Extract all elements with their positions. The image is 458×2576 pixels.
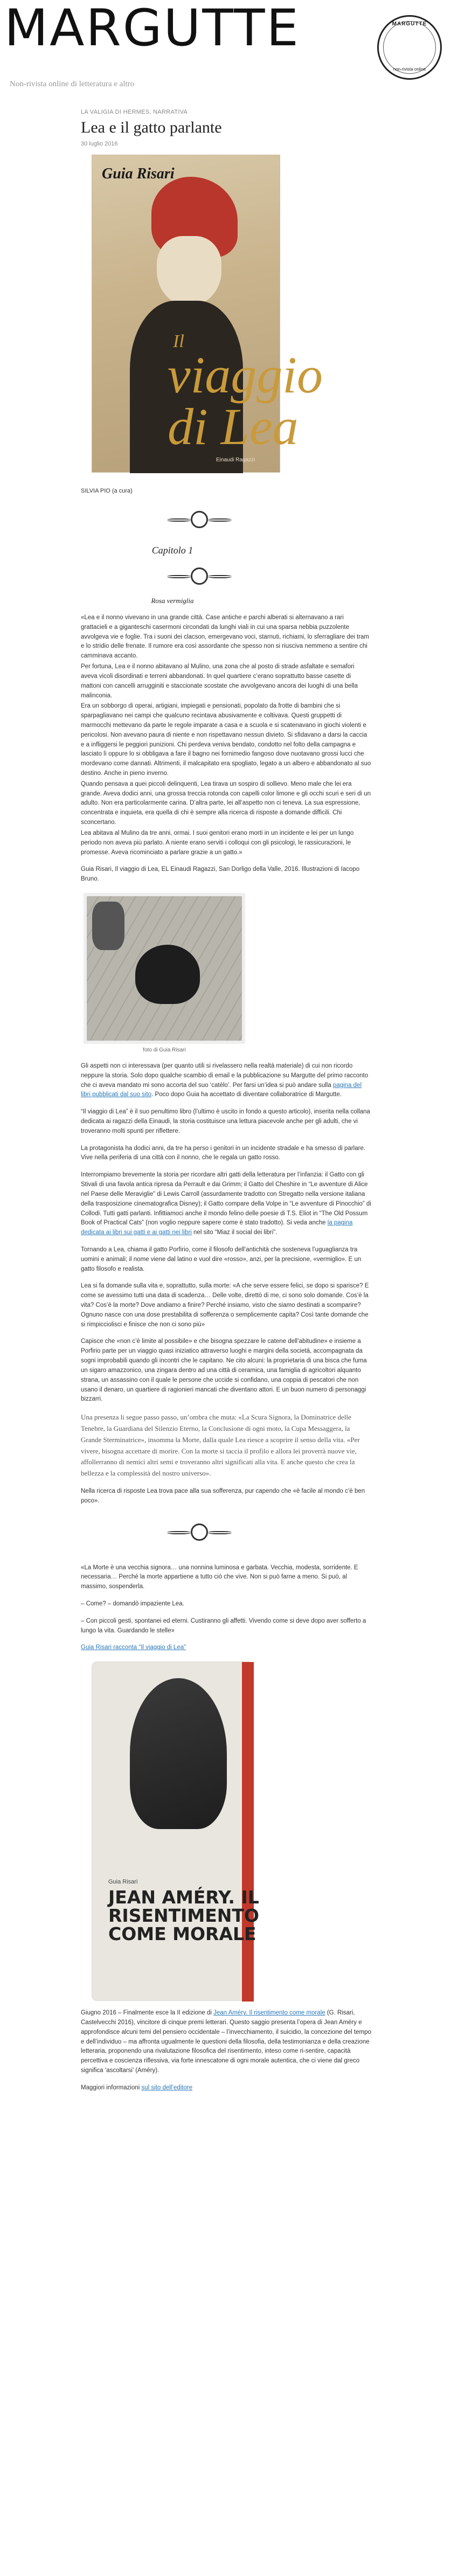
cat-photo xyxy=(84,893,245,1044)
post-date: 30 luglio 2016 xyxy=(81,140,118,147)
ornament-right xyxy=(208,518,232,522)
ornament-left xyxy=(167,1531,191,1534)
post-title: Lea e il gatto parlante xyxy=(81,118,222,136)
ornament-center xyxy=(191,1524,208,1541)
ornament-right xyxy=(208,575,232,578)
quote-paragraph: – Con piccoli gesti, spontanei ed eterni. Custiranno gli affetti. Vivendo come si deve dopo aver sofferto a lungo la vita. Guardando le stelle» xyxy=(81,1617,366,1634)
cover2-author: Guia Risari xyxy=(108,1879,138,1886)
excerpt-paragraph: Lea abitava al Mulino da tre anni, ormai. I suoi genitori erano morti in un incidente e lei per un lungo periodo non aveva più parlato. A niente erano serviti i colloqui con gli psicologi, le rassicurazioni, le promesse. Aveva ricominciato a parlare grazie a un gatto.» xyxy=(81,829,354,856)
article-paragraph xyxy=(81,1643,372,1653)
article-paragraph: Tornando a Lea, chiama il gatto Porfirio, come il filosofo dell’antichità che sosteneva l’uguaglianza tra uomini e animali; il nome viene dal latino e vuol dire «rosso», anzi, per la precisione, «vermiglio». E un gatto filosofo e realista. xyxy=(81,1246,362,1272)
cat-books-link[interactable]: la pagina dedicata ai libri sui gatti e ai gatti nei libri xyxy=(81,1220,353,1236)
stamp-title: MARGUTTE xyxy=(392,21,427,27)
article-paragraph xyxy=(81,2083,372,2093)
stamp-subtitle: non-rivista online xyxy=(393,67,426,72)
cover-publisher: Einaudi Ragazzi xyxy=(216,457,255,463)
article-paragraph: Nella ricerca di risposte Lea trova pace alla sua sofferenza, pur capendo che «è facile al mondo c’è ben poco». xyxy=(81,1487,365,1504)
ornament-icon xyxy=(167,562,232,592)
article xyxy=(81,108,372,2093)
article-paragraph-large: Una presenza li segue passo passo, un’ombra che muta: «La Scura Signora, la Dominatrice delle Tenebre, la Guardiana del Silenzio Eterno, la Conclusione di ogni moto, la Cupa Messaggera, la Grande Sterminatrice», insomma la Morte, dalla quale Lea riesce a scoprire il senso della vita. «Per vivere, bisogna accettare di morire. Con la morte si taccia il profilo e allora lei proverrà nuove vie, affollerranno di nemici altri semi e troveranno altri significati alla vita. E anche questo che crea la bellezza e la complessità del nostro universo». xyxy=(81,1413,360,1478)
cover-red-spine xyxy=(242,1662,254,2002)
article-paragraph: La protagonista ha dodici anni, da tre ha perso i genitori in un incidente stradale e ha smesso di parlare. Vive nella periferia di una città con il nonno, che le regala un gatto rosso. xyxy=(81,1145,366,1161)
ornament-icon xyxy=(167,1518,232,1556)
amery-book-link[interactable]: Jean Améry. Il risentimento come morale xyxy=(213,2010,325,2017)
chapter-subtitle: Rosa vermiglia xyxy=(151,596,194,605)
article-paragraph xyxy=(81,1171,372,1238)
excerpt-paragraph: «Lea e il nonno vivevano in una grande città. Case antiche e parchi alberati si alternavano a rari grattacieli e a giganteschi casermoni circondati da lunghi viali in cui una sparsa nebbia puzzolente avvolgeva vie e foglie. Tra i suoni dei clacson, emergevano voci, starnuti, richiami, lo sferragliare dei tram e lo stridio delle frenate. Il rumore era così assordante che spesso non si riusciva nemmeno a sentire chi camminava accanto. xyxy=(81,614,369,660)
cover-title-a: Il xyxy=(173,331,184,351)
excerpt-paragraph: Quando pensava a quei piccoli delinquenti, Lea tirava un sospiro di sollievo. Meno male che lei era grande. Aveva dodici anni, una grossa treccia rotonda con capelli color limone e gli occhi scuri e seri di un adulto. Non era particolarmente carina. D’altra parte, lei all’aspetto non ci teneva. La sua espressione, concentrata e inquieta, era quella di chi è sempre alla ricerca di risposte a domande difficili. Chi sconcertano. xyxy=(81,780,371,826)
text-run: Interrompiamo brevemente la storia per ricordare altri gatti della letteratura per l’infanzia: il Gatto con gli Stivali di una favola antica ripresa da Perrault e dai Grimm; il Gatto del Cheshire in “Le avventure di Alice nel Paese delle Meraviglie” di Lewis Carroll (assurdamente tradotto con Stregatto nella versione italiana della trasposizione cinematografica Disney); il Gatto compare della Volpe in “Le avventure di Pinocchio” di Collodi. Tutti gatti parlanti. Infittiamoci anche il mondo felino delle poesie di T.S. Eliot in “The Old Possum Book of Practical Cats” (non voglio neppure sapere come è stato tradotto). Si veda anche xyxy=(81,1172,371,1227)
book-credit: Guia Risari, Il viaggio di Lea, EL Einaudi Ragazzi, San Dorligo della Valle, 2016. Illustrazioni di Iacopo Bruno. xyxy=(81,866,360,883)
article-paragraph: Capisce che «non c’è limite al possibile» e che bisogna spezzare le catene dell’abitudine» e insieme a Porfirio parte per un viaggio quasi iniziatico attraverso luoghi e margini della società, accompagnata da sogni improbabili quando gli incontri che le capitano. Ne cito alcuni: la proprietaria di una bisca che fuma un sigaro amazzonico, una zingara dentro ad una città di ceramica, una famiglia di agricoltori alquanto strana, un assassino con il quale le persone che uccide si confidano, una coppia di pescatori che non usano il denaro, un quartiere di ragionieri mancati che diventano attori. E un buon numero di personaggi bizzarri. xyxy=(81,1338,367,1403)
cover2-title: JEAN AMÉRY. IL RISENTIMENTO COME MORALE xyxy=(108,1887,259,1944)
cover-portrait xyxy=(130,1678,227,1829)
photo-caption: foto di Guia Risari xyxy=(143,1047,186,1053)
text-run: (G. Risari, Castelvecchi 2016), vincitore di cinque premi letterari. Questo saggio presenta l’opera di Jean Améry e approfondisce alcuni temi del pensiero occidentale – l’invecchiamento, il suicidio, la concezione del tempo e dell’individuo – ma affronta ugualmente le questioni della filosofia, della testimonianza e della creazione letteraria, proponendo una rivalutazione filosofica del risentimento, inteso come ri-sentire, capacità percettiva e coscienza riflessiva, via forte innescatone di ogni morale autentica, che ci viene dal greco significa ‘ascoltarsi’ (Améry). xyxy=(81,2010,371,2074)
ornament-center xyxy=(191,567,208,585)
lea-video-link[interactable]: Guia Risari racconta “Il viaggio di Lea” xyxy=(81,1644,186,1651)
chapter-title: Capitolo 1 xyxy=(151,544,193,556)
site-header xyxy=(0,0,458,108)
quote-paragraph: «La Morte è una vecchia signora… una nonnina luminosa e garbata. Vecchia, modesta, sorridente. E necessaria… Perché la morte appartiene a tutto ciò che vive. Non si può farne a meno. Si può, al massimo, sospenderla. xyxy=(81,1564,358,1590)
author-books-link[interactable]: pagina del libri pubblicati dal suo sito xyxy=(81,1082,362,1098)
curator-caption: SILVIA PIO (a cura) xyxy=(81,488,133,494)
cover-author: Guia Risari xyxy=(102,165,175,182)
ornament-left xyxy=(167,518,191,522)
book-cover-viaggio-di-lea xyxy=(92,155,323,473)
ornament-icon xyxy=(167,505,232,536)
article-paragraph: “Il viaggio di Lea” è il suo penultimo libro (l’ultimo è uscito in fondo a questo articolo), inserita nella collana dedicata ai ragazzi della Einaudi, la storia costituisce una lettura piacevole anche per gli adulti, che vi troveranno molti spunti per riflettere. xyxy=(81,1109,370,1134)
excerpt-paragraph: Per fortuna, Lea e il nonno abitavano al Mulino, una zona che al posto di strade asfaltate e semafori aveva vicoli disordinati e terreni abbandonati. In quel quartiere c’erano soprattutto basse casette di mattoni con cancelli arrugginiti e staccionate scostate che avvolgevano ancora dei luoghi di una bella malinconia. xyxy=(81,663,358,699)
text-run: . Poco dopo Guia ha accettato di diventare collaboratrice di Margutte. xyxy=(151,1091,342,1098)
ornament-left xyxy=(167,575,191,578)
cover-title-b: viaggio di Lea xyxy=(168,346,323,455)
site-logo[interactable]: MARGUTTE xyxy=(4,0,300,58)
article-paragraph xyxy=(81,2009,372,2076)
text-run: Giugno 2016 – Finalmente esce la II edizione di xyxy=(81,2010,214,2017)
post-categories[interactable]: LA VALIGIA DI HERMES, NARRATIVA xyxy=(81,109,188,115)
text-run: nel sito “Miaz il social dei libri”. xyxy=(191,1229,277,1236)
photo-shoe xyxy=(92,902,124,950)
ornament-right xyxy=(208,1531,232,1534)
text-run: Gli aspetti non ci interessava (per quanto utili si rivelassero nella realtà materiale) di cui non ricordo neppure la storia. Solo dopo qualche scambio di email e la pubblicazione su Margutte del primo racconto che ci aveva mandato mi sono accorta del suo ‘catèlo’. Per farsi un’idea si può andare sulla xyxy=(81,1062,369,1089)
publisher-site-link[interactable]: sul sito dell’editore xyxy=(141,2084,193,2091)
photo-cat xyxy=(135,945,200,1004)
cover-face xyxy=(157,236,221,306)
excerpt-paragraph: Era un sobborgo di operai, artigiani, impiegati e pensionati, popolato da frotte di bambini che si sparpagliavano nei campi che qualcuno recintava abusivamente e coltivava. Questi gruppetti di marmocchi mettevano da parte le regole imparate a casa e a scuola e si scatenavano in giochi violenti e pericolosi. Non avevano paura di niente e non rispettavano nessun divieto. Si sfidavano a darsi la caccia e a infliggersi le peggiori punizioni. Chi perdeva veniva bendato, condotto nel folto della campagna e lasciato lì oppure lo si obbligava a fare il bagno nei fornimedio fangoso dove nuotavano grossi lucci che mordevano come dannati. Altrimenti, il malcapitato era spogliato, legato a un albero e abbandonato al suo destino. Anche in pieno inverno. xyxy=(81,703,371,777)
text-run: Maggiori informazioni xyxy=(81,2084,142,2091)
stamp-logo-icon[interactable] xyxy=(377,15,442,80)
ornament-center xyxy=(191,511,208,528)
article-paragraph: Lea si fa domande sulla vita e, soprattutto, sulla morte: «A che serve essere felici, se dopo si sparisce? E come se avessimo tutti una data di scadenza… Delle volte, direttò di me, ci sono solo domande. Cos’è la vita? Cos’è la morte? Dove andiamo a finire? Perché insiamo, visto che siamo destinati a scomparire? Ognuno nasce con una dose prestabilita di sofferenza o semplicemente capita? Così tante domande che si rimpicciolisci e finisce che non ci sono più» xyxy=(81,1283,369,1328)
article-paragraph xyxy=(81,1062,372,1100)
site-tagline: Non-rivista online di letteratura e altro xyxy=(10,80,135,88)
quote-paragraph: – Come? – domandò impaziente Lea. xyxy=(81,1600,184,1607)
book-cover-jean-amery xyxy=(92,1661,259,2001)
